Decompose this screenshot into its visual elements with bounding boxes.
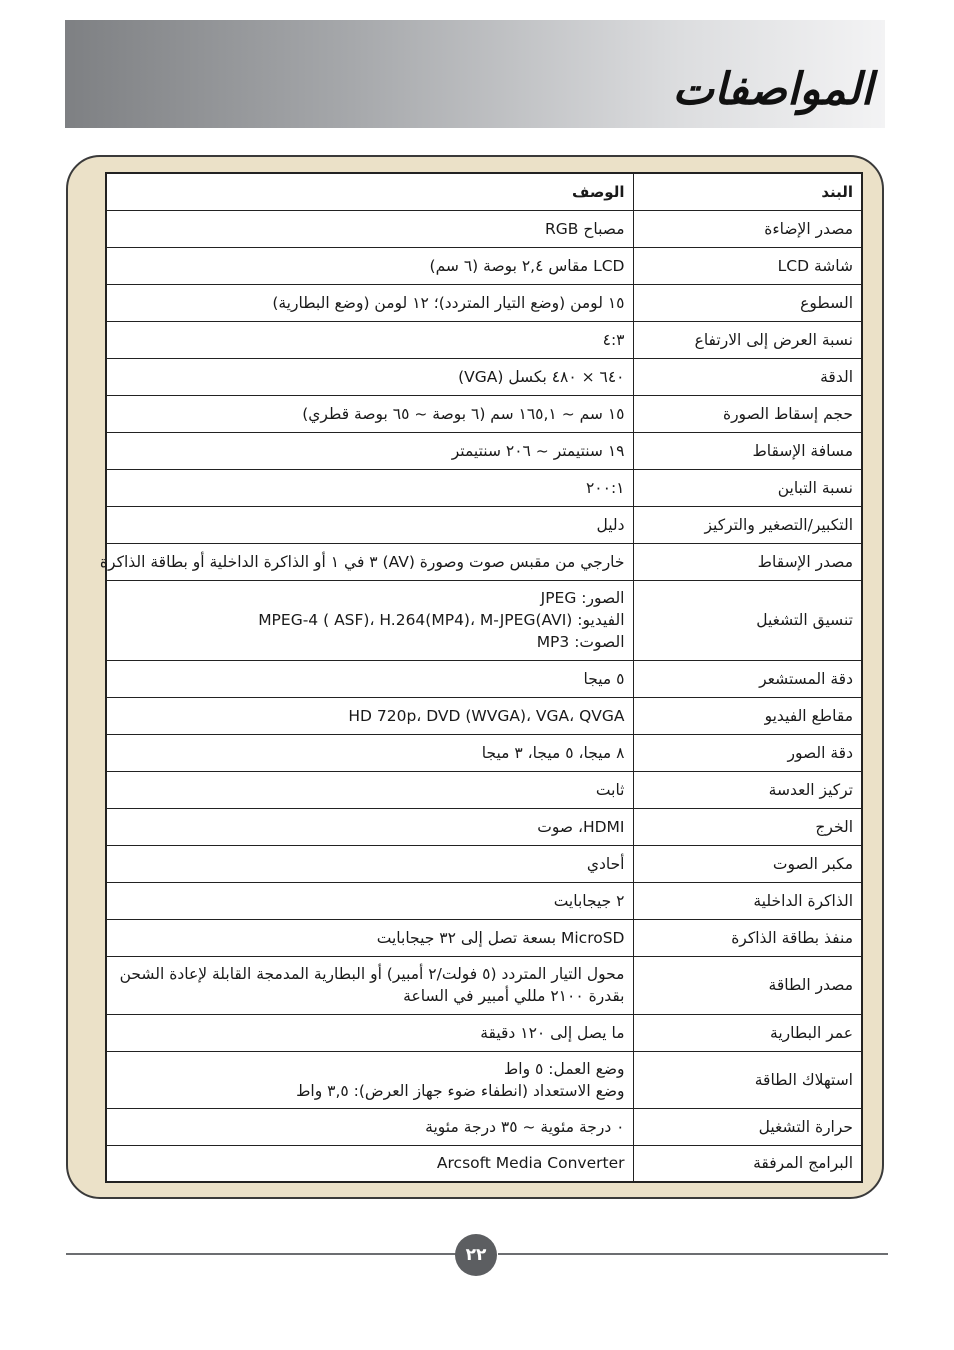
spec-value-line: ٢٠٠:١ [585,478,625,497]
spec-value [99,543,633,580]
spec-item: عمر البطارية [633,1014,862,1051]
spec-value-line: محول التيار المتردد (٥ فولت/٢ أمبير) أو البطارية المدمجة القابلة لإعادة الشحن [119,965,625,983]
spec-value [106,808,633,845]
spec-item: البرامج المرفقة [633,1145,862,1182]
table-row [106,432,862,469]
table-row [106,284,862,321]
table-header-row [106,173,862,210]
header-item: البند [633,173,862,210]
spec-item: دقة المستشعر [633,660,862,697]
spec-item: شاشة LCD [633,247,862,284]
spec-table-body [99,210,862,1182]
spec-item: مسافة الإسقاط [633,432,862,469]
spec-value-line: ٤:٣ [602,330,625,349]
footer-divider-left [66,1253,456,1255]
spec-value [106,771,633,808]
spec-item: دقة الصور [633,734,862,771]
spec-item: مكبر الصوت [633,845,862,882]
table-row [106,697,862,734]
spec-value-line: ثابت [595,780,625,799]
table-row [106,1145,862,1182]
spec-value-line: ١٩ سنتيمتر ~ ٢٠٦ سنتيمتر [451,441,625,460]
spec-value-line: ١٥ سم ~ ١٦٥,١ سم (٦ بوصة ~ ٦٥ بوصة قطري) [302,404,625,423]
table-row [106,845,862,882]
spec-item: منفذ بطاقة الذاكرة [633,919,862,956]
table-row [106,210,862,247]
spec-item: الذاكرة الداخلية [633,882,862,919]
spec-value [106,660,633,697]
spec-item: مصدر الإضاءة [633,210,862,247]
spec-value-line: ٨ ميجا، ٥ ميجا، ٣ ميجا [481,743,625,762]
spec-value-line: مصباح RGB [545,219,625,238]
spec-value-line: ٥ ميجا [583,669,625,688]
table-row [106,580,862,660]
spec-value-line: أحادي [586,854,625,873]
spec-value-line: ١٥ لومن (وضع التيار المتردد)؛ ١٢ لومن (وضع البطارية) [272,293,625,312]
spec-value [106,956,633,1014]
spec-value [106,845,633,882]
spec-value [106,919,633,956]
spec-value [106,1014,633,1051]
spec-value [106,506,633,543]
spec-value [106,432,633,469]
page-number: ٢٢ [455,1234,497,1276]
spec-item: الخرج [633,808,862,845]
spec-item: نسبة التباين [633,469,862,506]
spec-value-line: ٦٤٠ × ٤٨٠ بكسل (VGA) [458,367,625,386]
spec-item: السطوع [633,284,862,321]
spec-value-line: ما يصل إلى ١٢٠ دقيقة [480,1023,625,1042]
spec-value [106,395,633,432]
spec-item: الدقة [633,358,862,395]
table-row [106,734,862,771]
spec-value-line: الصور: JPEG [540,589,625,607]
spec-value [106,882,633,919]
spec-value [106,1051,633,1108]
spec-value [106,1108,633,1145]
table-row [106,395,862,432]
table-row [106,882,862,919]
spec-value-line: HD 720p، DVD (WVGA)، VGA، QVGA [348,706,625,725]
table-row [106,660,862,697]
table-row [106,1108,862,1145]
spec-value [106,734,633,771]
header-description: الوصف [106,173,633,210]
table-row [106,808,862,845]
table-row [106,771,862,808]
spec-item: استهلاك الطاقة [633,1051,862,1108]
table-row [106,919,862,956]
spec-value-line: MicroSD بسعة تصل إلى ٣٢ جيجابايت [376,928,625,947]
table-row [106,321,862,358]
spec-value-line: دليل [596,515,625,534]
spec-value-line: الصوت: MP3 [536,633,625,651]
table-row [106,956,862,1014]
spec-item: تركيز العدسة [633,771,862,808]
footer-divider-right [498,1253,888,1255]
spec-item: مقاطع الفيديو [633,697,862,734]
spec-value [106,210,633,247]
spec-item: حرارة التشغيل [633,1108,862,1145]
spec-value-line: وضع الاستعداد (انطفاء ضوء جهاز العرض): ٣,٥ واط [296,1081,625,1100]
spec-item: مصدر الطاقة [633,956,862,1014]
table-row [106,1014,862,1051]
spec-value-line: ٢ جيجابايت [553,891,625,910]
spec-value-line: خارجي من مقبس صوت وصورة (AV) ٣ في ١ أو الذاكرة الداخلية أو بطاقة الذاكرة [99,552,625,571]
table-row [106,1051,862,1108]
spec-value [106,580,633,660]
spec-value [106,284,633,321]
spec-item: مصدر الإسقاط [633,543,862,580]
spec-value [106,469,633,506]
table-row [106,247,862,284]
spec-value-line: ٠ درجة مئوية ~ ٣٥ درجة مئوية [425,1117,625,1136]
table-row [106,543,862,580]
spec-table [99,172,863,1183]
spec-value [106,1145,633,1182]
spec-value-line: HDMI، صوت [537,817,625,836]
spec-item: تنسيق التشغيل [633,580,862,660]
spec-value-line: الفيديو: MPEG-4 ( ASF)، H.264(MP4)، M-JPEG(AVI) [258,611,625,629]
table-row [106,506,862,543]
page-title: المواصفات [672,64,873,115]
table-row [106,469,862,506]
spec-item: حجم إسقاط الصورة [633,395,862,432]
spec-value-line: بقدرة ٢١٠٠ مللي أمبير في الساعة [403,987,625,1005]
spec-value [106,697,633,734]
spec-value-line: Arcsoft Media Converter [436,1154,625,1173]
spec-item: التكبير/التصغير والتركيز [633,506,862,543]
header-banner [65,20,885,128]
table-row [106,358,862,395]
spec-value-line: LCD مقاس ٢,٤ بوصة (٦ سم) [429,256,625,275]
spec-value [106,321,633,358]
spec-value-line: وضع العمل: ٥ واط [503,1059,625,1078]
spec-value [106,358,633,395]
spec-item: نسبة العرض إلى الارتفاع [633,321,862,358]
spec-value [106,247,633,284]
